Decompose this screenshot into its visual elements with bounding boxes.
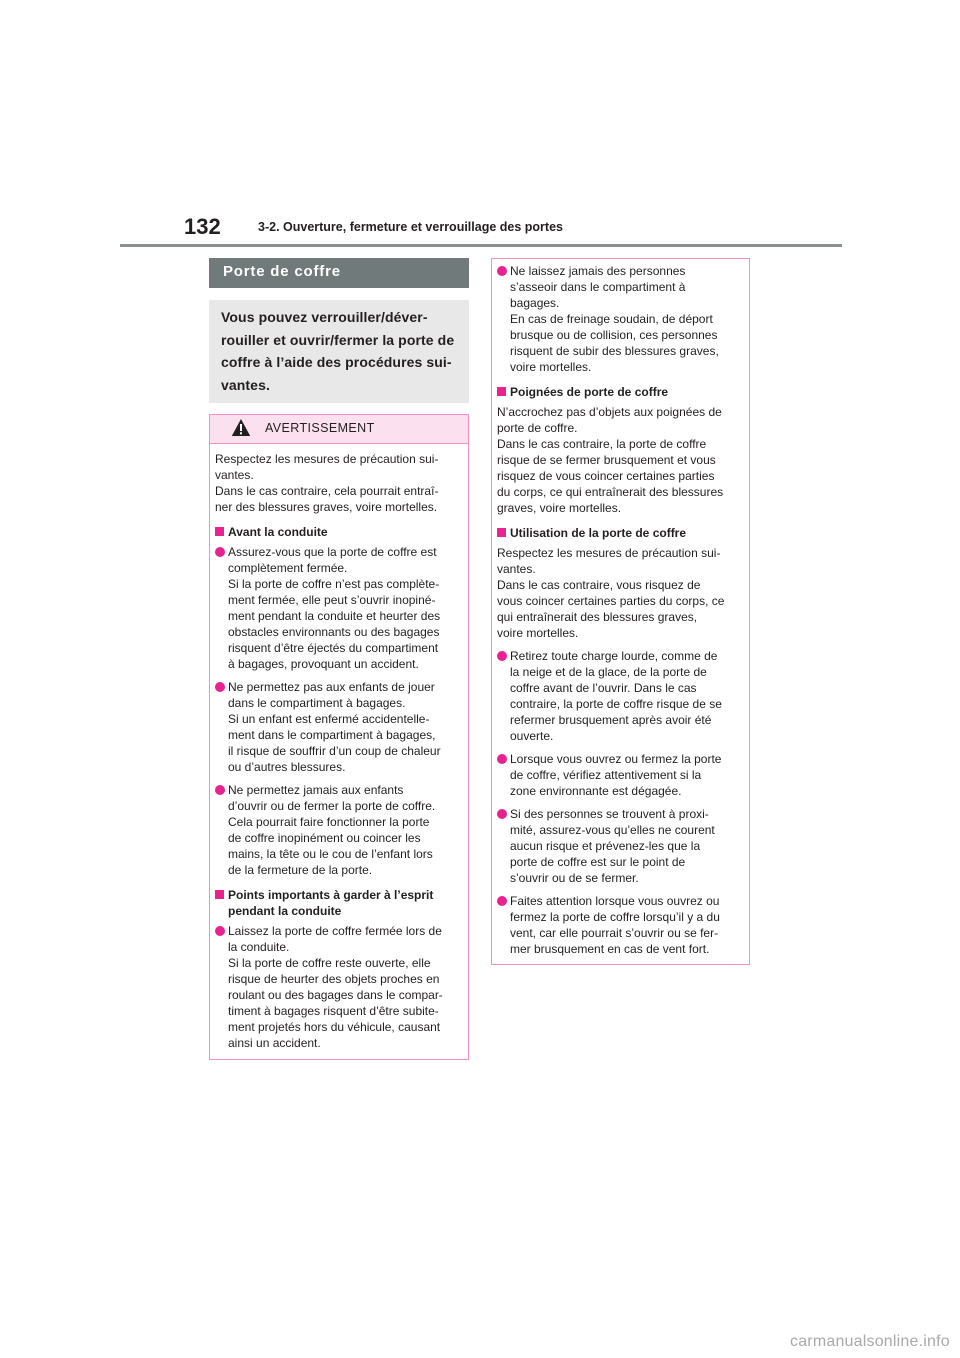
text-line: de coffre inopinément ou coincer les xyxy=(228,831,421,845)
text-line: ner des blessures graves, voire mortelles. xyxy=(215,500,438,514)
square-bullet-icon xyxy=(497,528,506,537)
text-line: ment projetés hors du véhicule, causant xyxy=(228,1020,441,1034)
text-line: Ne permettez jamais aux enfants xyxy=(228,783,404,797)
text-line: s’ouvrir ou de se fermer. xyxy=(510,871,639,885)
text-line: bagages. xyxy=(510,296,560,310)
bullet-item xyxy=(492,263,749,375)
square-bullet-icon xyxy=(215,527,224,536)
warning-intro xyxy=(210,451,468,515)
text-line: coffre avant de l’ouvrir. Dans le cas xyxy=(510,681,697,695)
text-line: Assurez-vous que la porte de coffre est xyxy=(228,545,437,559)
round-bullet-icon xyxy=(497,896,507,906)
bullet-item xyxy=(210,544,468,672)
round-bullet-icon xyxy=(215,926,225,936)
warning-body xyxy=(210,444,468,1051)
text-line: voire mortelles. xyxy=(510,360,592,374)
text-line: il risque de souffrir d’un coup de chaleur xyxy=(228,744,441,758)
chapter-title: 3-2. Ouverture, fermeture et verrouillage des portes xyxy=(258,220,563,234)
bullet-item xyxy=(492,648,749,744)
bullet-item xyxy=(492,751,749,799)
text-line: contraire, la porte de coffre risque de se xyxy=(510,697,722,711)
warning-header xyxy=(210,415,468,444)
text-line: Respectez les mesures de précaution sui- xyxy=(497,546,721,560)
text-line: Dans le cas contraire, cela pourrait entraî- xyxy=(215,484,439,498)
intro-line: rouiller et ouvrir/fermer la porte de xyxy=(221,331,455,348)
text-line: voire mortelles. xyxy=(497,626,579,640)
bullet-item xyxy=(492,893,749,957)
text-line: Ne permettez pas aux enfants de jouer xyxy=(228,680,435,694)
text-line: complètement fermée. xyxy=(228,561,348,575)
watermark: carmanualsonline.info xyxy=(790,1333,950,1350)
text-line: ouverte. xyxy=(510,729,554,743)
text-line: risque de se fermer brusquement et vous xyxy=(497,453,716,467)
paragraph xyxy=(492,404,749,516)
bullet-item xyxy=(210,679,468,775)
text-line: risquent de subir des blessures graves, xyxy=(510,344,719,358)
section-heading: Porte de coffre xyxy=(209,258,469,288)
text-line: s’asseoir dans le compartiment à xyxy=(510,280,686,294)
round-bullet-icon xyxy=(497,809,507,819)
text-line: roulant ou des bagages dans le compar- xyxy=(228,988,443,1002)
text-line: ainsi un accident. xyxy=(228,1036,321,1050)
text-line: Ne laissez jamais des personnes xyxy=(510,264,686,278)
subheading-before-driving xyxy=(210,524,468,540)
text-line: la conduite. xyxy=(228,940,290,954)
text-line: de coffre, vérifiez attentivement si la xyxy=(510,768,702,782)
text-line: porte de coffre. xyxy=(497,421,578,435)
intro-box xyxy=(209,300,469,403)
text-line: Lorsque vous ouvrez ou fermez la porte xyxy=(510,752,722,766)
round-bullet-icon xyxy=(497,754,507,764)
text-line: En cas de freinage soudain, de déport xyxy=(510,312,713,326)
text-line: Si un enfant est enfermé accidentelle- xyxy=(228,712,430,726)
text-line: porte de coffre est sur le point de xyxy=(510,855,686,869)
text-line: vent, car elle pourrait s’ouvrir ou se fer- xyxy=(510,926,719,940)
text-line: Laissez la porte de coffre fermée lors de xyxy=(228,924,442,938)
text-line: ment pendant la conduite et heurter des xyxy=(228,609,441,623)
warning-title: AVERTISSEMENT xyxy=(265,421,375,435)
text-line: du corps, ce qui entraînerait des blessures xyxy=(497,485,724,499)
round-bullet-icon xyxy=(215,682,225,692)
text-line: mains, la tête ou le cou de l’enfant lors xyxy=(228,847,433,861)
bullet-item xyxy=(210,923,468,1051)
text-line: Dans le cas contraire, vous risquez de xyxy=(497,578,701,592)
text-line: Avant la conduite xyxy=(228,525,328,539)
text-line: ment dans le compartiment à bagages, xyxy=(228,728,436,742)
text-line: qui entraînerait des blessures graves, xyxy=(497,610,698,624)
text-line: Si la porte de coffre n’est pas complète- xyxy=(228,577,440,591)
subheading-key-points xyxy=(210,887,468,919)
paragraph xyxy=(492,545,749,641)
text-line: aucun risque et prévenez-les que la xyxy=(510,839,701,853)
text-line: N’accrochez pas d’objets aux poignées de xyxy=(497,405,722,419)
text-line: refermer brusquement après avoir été xyxy=(510,713,712,727)
left-column xyxy=(209,258,469,1060)
text-line: à bagages, provoquant un accident. xyxy=(228,657,419,671)
text-line: Si la porte de coffre reste ouverte, elle xyxy=(228,956,431,970)
text-line: zone environnante est dégagée. xyxy=(510,784,682,798)
warning-box xyxy=(209,414,469,1060)
text-line: timent à bagages risquent d’être subite- xyxy=(228,1004,439,1018)
warning-box-continued xyxy=(491,258,750,965)
intro-line: Vous pouvez verrouiller/déver- xyxy=(221,309,428,325)
square-bullet-icon xyxy=(215,890,224,899)
intro-line: vantes. xyxy=(221,376,270,393)
text-line: pendant la conduite xyxy=(228,904,342,918)
text-line: Dans le cas contraire, la porte de coffre xyxy=(497,437,707,451)
text-line: vous coincer certaines parties du corps, ce xyxy=(497,594,725,608)
round-bullet-icon xyxy=(497,266,507,276)
round-bullet-icon xyxy=(215,785,225,795)
text-line: ment fermée, elle peut s’ouvrir inopiné- xyxy=(228,593,436,607)
text-line: vantes. xyxy=(497,562,536,576)
text-line: risquez de vous coincer certaines parties xyxy=(497,469,715,483)
bullet-item xyxy=(210,782,468,878)
text-line: d’ouvrir ou de fermer la porte de coffre. xyxy=(228,799,436,813)
text-line: Utilisation de la porte de coffre xyxy=(510,526,687,540)
text-line: de la fermeture de la porte. xyxy=(228,863,373,877)
text-line: graves, voire mortelles. xyxy=(497,501,622,515)
text-line: Respectez les mesures de précaution sui- xyxy=(215,452,439,466)
header-divider xyxy=(120,244,842,247)
text-line: vantes. xyxy=(215,468,254,482)
text-line: risque de heurter des objets proches en xyxy=(228,972,440,986)
text-line: mer brusquement en cas de vent fort. xyxy=(510,942,710,956)
text-line: dans le compartiment à bagages. xyxy=(228,696,406,710)
text-line: mité, assurez-vous qu’elles ne courent xyxy=(510,823,715,837)
intro-line: coffre à l’aide des procédures sui- xyxy=(221,354,452,370)
text-line: obstacles environnants ou des bagages xyxy=(228,625,440,639)
text-line: ou d’autres blessures. xyxy=(228,760,346,774)
round-bullet-icon xyxy=(497,651,507,661)
text-line: Cela pourrait faire fonctionner la porte xyxy=(228,815,430,829)
subheading-handles xyxy=(492,384,749,400)
text-line: risquent d’être éjectés du compartiment xyxy=(228,641,439,655)
text-line: fermez la porte de coffre lorsqu’il y a du xyxy=(510,910,720,924)
subheading-using-trunk xyxy=(492,525,749,541)
round-bullet-icon xyxy=(215,547,225,557)
bullet-item xyxy=(492,806,749,886)
warning-triangle-icon xyxy=(231,418,251,437)
text-line: Retirez toute charge lourde, comme de xyxy=(510,649,718,663)
text-line: la neige et de la glace, de la porte de xyxy=(510,665,707,679)
page-number: 132 xyxy=(184,214,221,239)
text-line: Points importants à garder à l’esprit xyxy=(228,888,434,902)
text-line: brusque ou de collision, ces personnes xyxy=(510,328,718,342)
square-bullet-icon xyxy=(497,387,506,396)
text-line: Faites attention lorsque vous ouvrez ou xyxy=(510,894,720,908)
text-line: Poignées de porte de coffre xyxy=(510,385,669,399)
text-line: Si des personnes se trouvent à proxi- xyxy=(510,807,709,821)
